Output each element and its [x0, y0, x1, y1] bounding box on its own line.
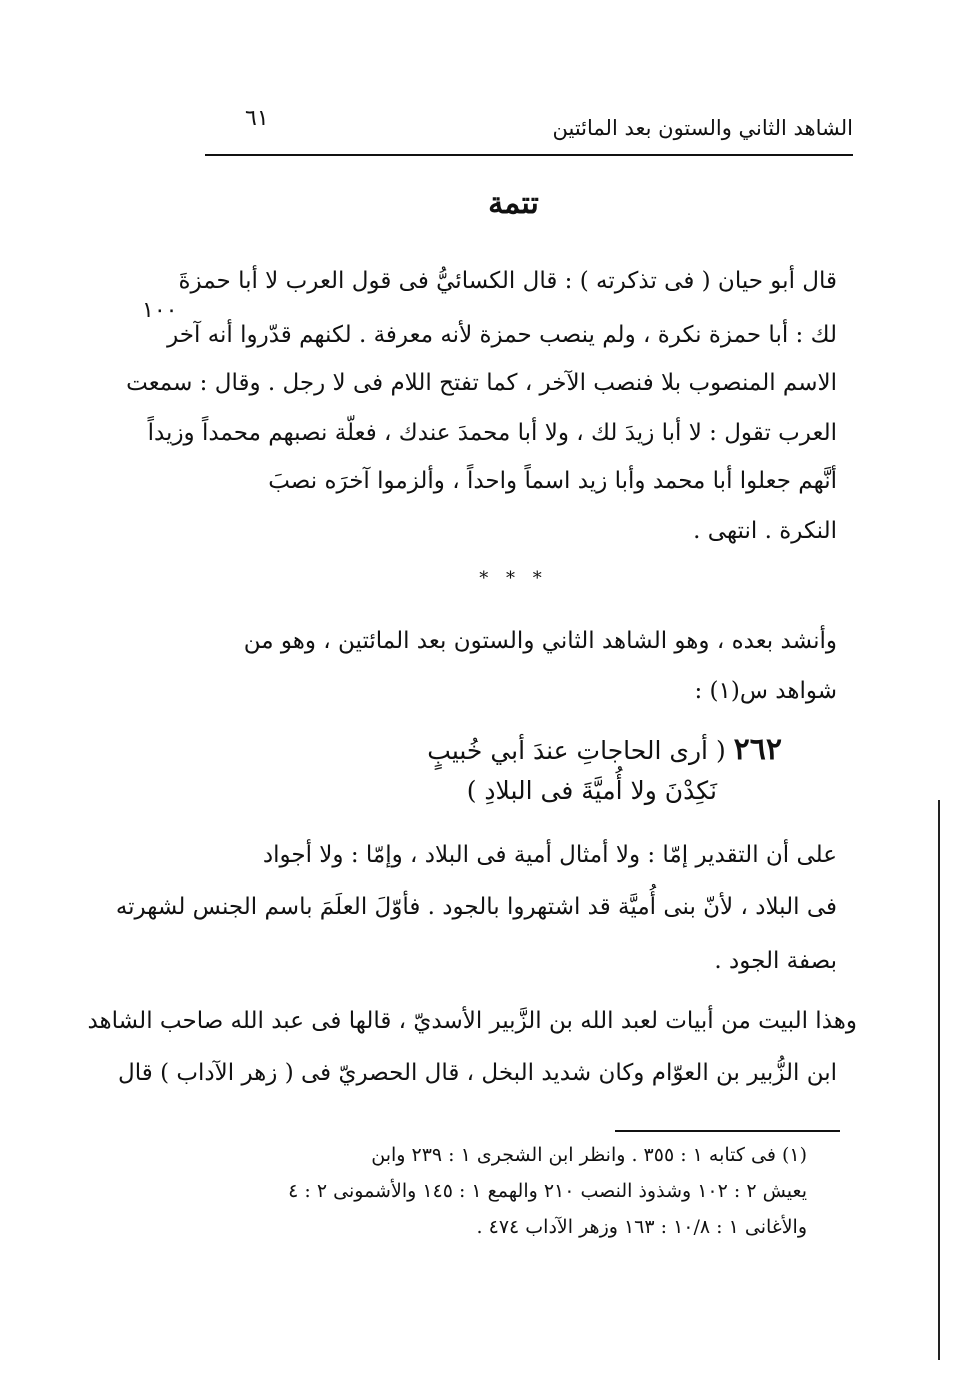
paragraph3-line: بصفة الجود .	[714, 948, 837, 974]
section-title: تتمة	[488, 186, 539, 221]
paragraph4-line: ابن الزُّبير بن العوّام وكان شديد البخل ، قال الحصريّ فى ( زهر الآداب ) قال	[118, 1060, 837, 1086]
paragraph1-line: العرب تقول : لا أبا زيدَ لك ، ولا أبا محمدَ عندك ، فعلّة نصبهم محمداً وزيداً	[147, 420, 837, 446]
paragraph2-line: وأنشد بعده ، وهو الشاهد الثاني والستون بعد المائتين ، وهو من	[243, 628, 837, 654]
paragraph1-line: قال أبو حيان ( فى تذكرته ) : قال الكسائيُّ فى قول العرب لا أبا حمزةَ	[178, 268, 837, 294]
footnote-line: والأغانى ١ : ١٠/٨ : ١٦٣ وزهر الآداب ٤٧٤ .	[476, 1216, 807, 1238]
verse-first-hemistich	[427, 732, 782, 767]
paragraph3-line: على أن التقدير إمّا : ولا أمثال أمية فى البلاد ، وإمّا : ولا أجواد	[262, 842, 837, 868]
margin-line-number: ١٠٠	[142, 298, 178, 323]
footnote-line: يعيش ٢ : ١٠٢ وشذوذ النصب ٢١٠ والهمع ١ : ١٤٥ والأشمونى ٢ : ٤	[288, 1180, 807, 1202]
verse-hemistich-1: ( أرى الحاجاتِ عندَ أبي خُبيبٍ	[427, 736, 726, 765]
binding-edge	[938, 800, 940, 1360]
paragraph1-line: لك : أبا حمزة نكرة ، ولم ينصب حمزة لأنه معرفة . لكنهم قدّروا أنه آخر	[167, 322, 837, 348]
paragraph4-line: وهذا البيت من أبيات لعبد الله بن الزَّبير الأسديّ ، قالها فى عبد الله صاحب الشاهد	[87, 1008, 857, 1034]
page-header	[205, 106, 853, 152]
paragraph2-line: شواهد س(١) :	[694, 678, 837, 704]
header-rule	[205, 154, 853, 156]
footnote-rule	[615, 1130, 840, 1132]
paragraph1-line: الاسم المنصوب بلا فنصب الآخر ، كما تفتح اللام فى لا رجل . وقال : سمعت	[126, 370, 837, 396]
paragraph1-line: النكرة . انتهى .	[693, 518, 837, 544]
verse-number: ٢٦٢	[733, 732, 782, 767]
paragraph3-line: فى البلاد ، لأنّ بنى أُميَّة قد اشتهروا بالجود . فأوّلَ العلَمَ باسم الجنس لشهرته	[115, 894, 837, 920]
section-separator: * * *	[479, 568, 548, 589]
verse-hemistich-2: نَكِدْنَ ولا أُميَّةَ فى البلادِ )	[466, 776, 717, 805]
page-number: ٦١	[245, 106, 269, 131]
running-title: الشاهد الثاني والستون بعد المائتين	[552, 116, 853, 140]
paragraph1-line: أنَّهم جعلوا أبا محمد وأبا زيد اسماً واحداً ، وألزموا آخرَه نصبَ	[268, 468, 837, 494]
footnote-line: (١) فى كتابه ١ : ٣٥٥ . وانظر ابن الشجرى ١ : ٢٣٩ وابن	[371, 1144, 807, 1166]
